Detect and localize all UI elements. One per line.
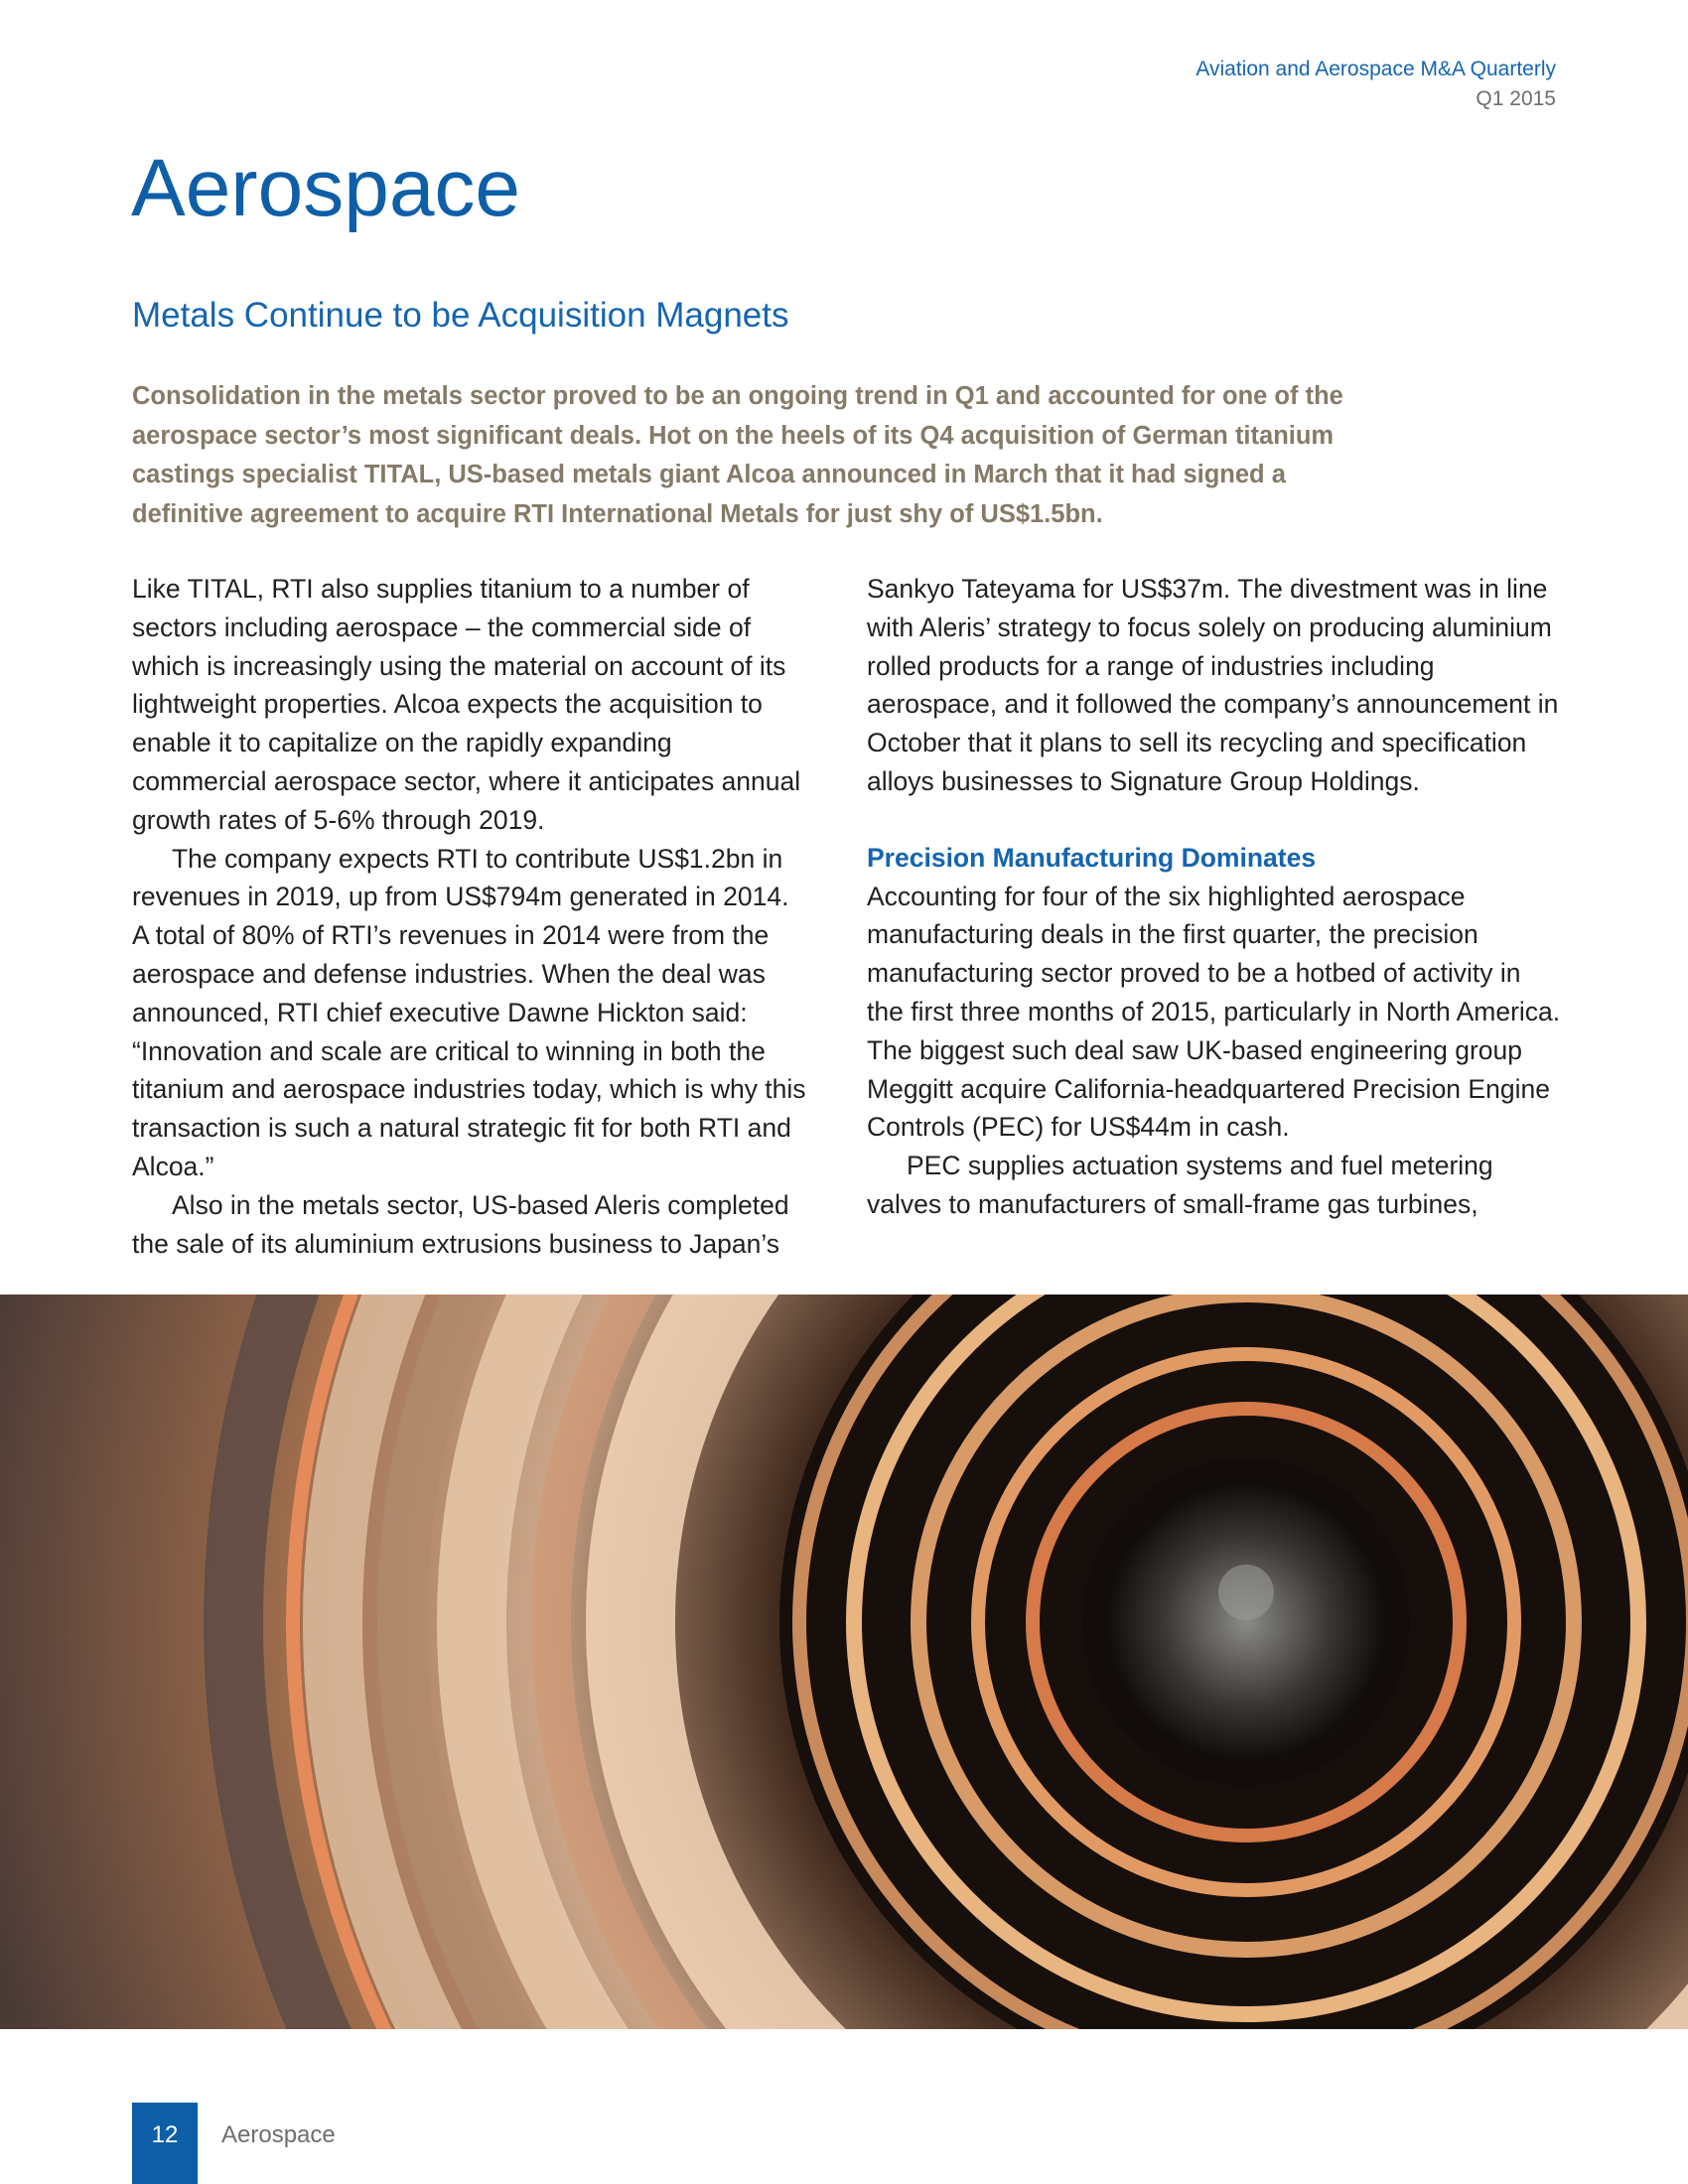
page-title: Aerospace bbox=[131, 143, 521, 233]
body-paragraph: Accounting for four of the six highlighted aerospace manufacturing deals in the first quarter, the precision manufacturing sector proved to be a hotbed of activity in the first three months of 2015, particularly in North America. The biggest such deal saw UK-based engineering group Meggitt acquire California-headquartered Precision Engine Controls (PEC) for US$44m in cash. bbox=[867, 881, 1561, 1143]
footer-section-label: Aerospace bbox=[221, 2121, 336, 2148]
issue-period: Q1 2015 bbox=[1476, 87, 1556, 110]
left-column bbox=[132, 570, 807, 1263]
jet-engine-photo bbox=[0, 1295, 1688, 2029]
running-header bbox=[1196, 55, 1556, 114]
subheading: Precision Manufacturing Dominates bbox=[867, 842, 1317, 873]
body-paragraph: PEC supplies actuation systems and fuel metering valves to manufacturers of small-frame gas turbines, bbox=[867, 1151, 1493, 1219]
body-paragraph: Sankyo Tateyama for US$37m. The divestment was in line with Aleris’ strategy to focus solely on producing aluminium rolled products for a range of industries including aerospace, and it followed the company’s announcement in October that it plans to sell its recycling and specification alloys businesses to Signature Group Holdings. bbox=[867, 574, 1559, 796]
right-column bbox=[867, 570, 1562, 1224]
body-paragraph: The company expects RTI to contribute US$1.2bn in revenues in 2019, up from US$794m generated in 2014. A total of 80% of RTI’s revenues in 2014 were from the aerospace and defense industries. When the deal was announced, RTI chief executive Dawne Hickton said: “Innovation and scale are critical to winning in both the titanium and aerospace industries today, which is why this transaction is such a natural strategic fit for both RTI and Alcoa.” bbox=[132, 843, 806, 1181]
page-number: 12 bbox=[151, 2121, 179, 2148]
section-title: Metals Continue to be Acquisition Magnets bbox=[132, 296, 789, 335]
lead-paragraph: Consolidation in the metals sector proved to be an ongoing trend in Q1 and accounted for one of the aerospace sector’s most significant deals. Hot on the heels of its Q4 acquisition of German titanium castings specialist TITAL, US-based metals giant Alcoa announced in March that it had signed a definitive agreement to acquire RTI International Metals for just shy of US$1.5bn. bbox=[132, 382, 1343, 528]
body-paragraph: Also in the metals sector, US-based Aleris completed the sale of its aluminium extrusions business to Japan’s bbox=[132, 1189, 789, 1259]
body-paragraph: Like TITAL, RTI also supplies titanium to a number of sectors including aerospace – the commercial side of which is increasingly using the material on account of its lightweight properties. Alcoa expects the acquisition to enable it to capitalize on the rapidly expanding commercial aerospace sector, where it anticipates annual growth rates of 5-6% through 2019. bbox=[132, 574, 801, 835]
publication-title: Aviation and Aerospace M&A Quarterly bbox=[1196, 58, 1556, 80]
